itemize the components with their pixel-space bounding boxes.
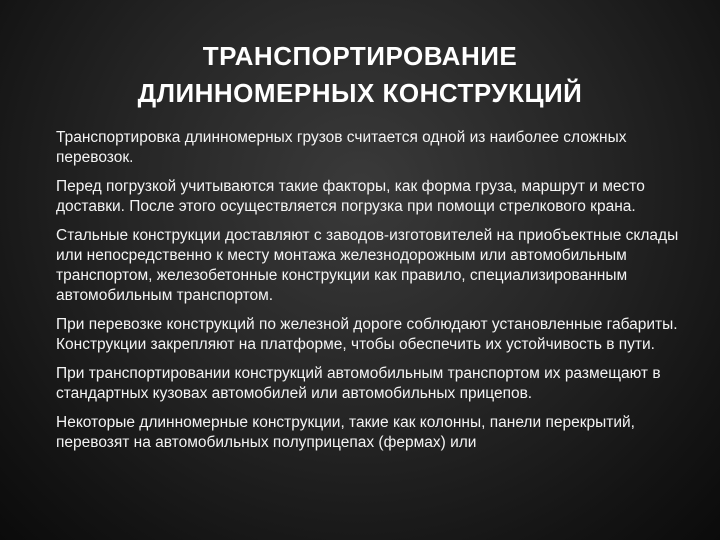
paragraph-6: Некоторые длинномерные конструкции, такие как колонны, панели перекрытий, перевозят на автомобильных полуприцепах (фермах) или: [56, 414, 635, 451]
slide-title-line-1: ТРАНСПОРТИРОВАНИЕ: [202, 41, 518, 71]
paragraph-4: При перевозке конструкций по железной дороге соблюдают установленные габариты. Конструкции закрепляют на платформе, чтобы обеспечить их устойчивость в пути.: [56, 316, 678, 353]
paragraph-1: Транспортировка длинномерных грузов считается одной из наиболее сложных перевозок.: [56, 129, 627, 166]
paragraph-2: Перед погрузкой учитываются такие факторы, как форма груза, маршрут и место доставки. После этого осуществляется погрузка при помощи стрелкового крана.: [56, 178, 645, 215]
slide-body: [56, 128, 696, 462]
slide-title-line-2: ДЛИННОМЕРНЫХ КОНСТРУКЦИЙ: [137, 78, 583, 108]
slide-title: [0, 38, 720, 112]
paragraph-5: При транспортировании конструкций автомобильным транспортом их размещают в стандартных кузовах автомобилей или автомобильных прицепов.: [56, 365, 661, 402]
paragraph-3: Стальные конструкции доставляют с заводов-изготовителей на приобъектные склады или непосредственно к месту монтажа железнодорожным или автомобильным транспортом, железобетонные конструкции как правило, специализированным автомобильным транспортом.: [56, 227, 679, 304]
